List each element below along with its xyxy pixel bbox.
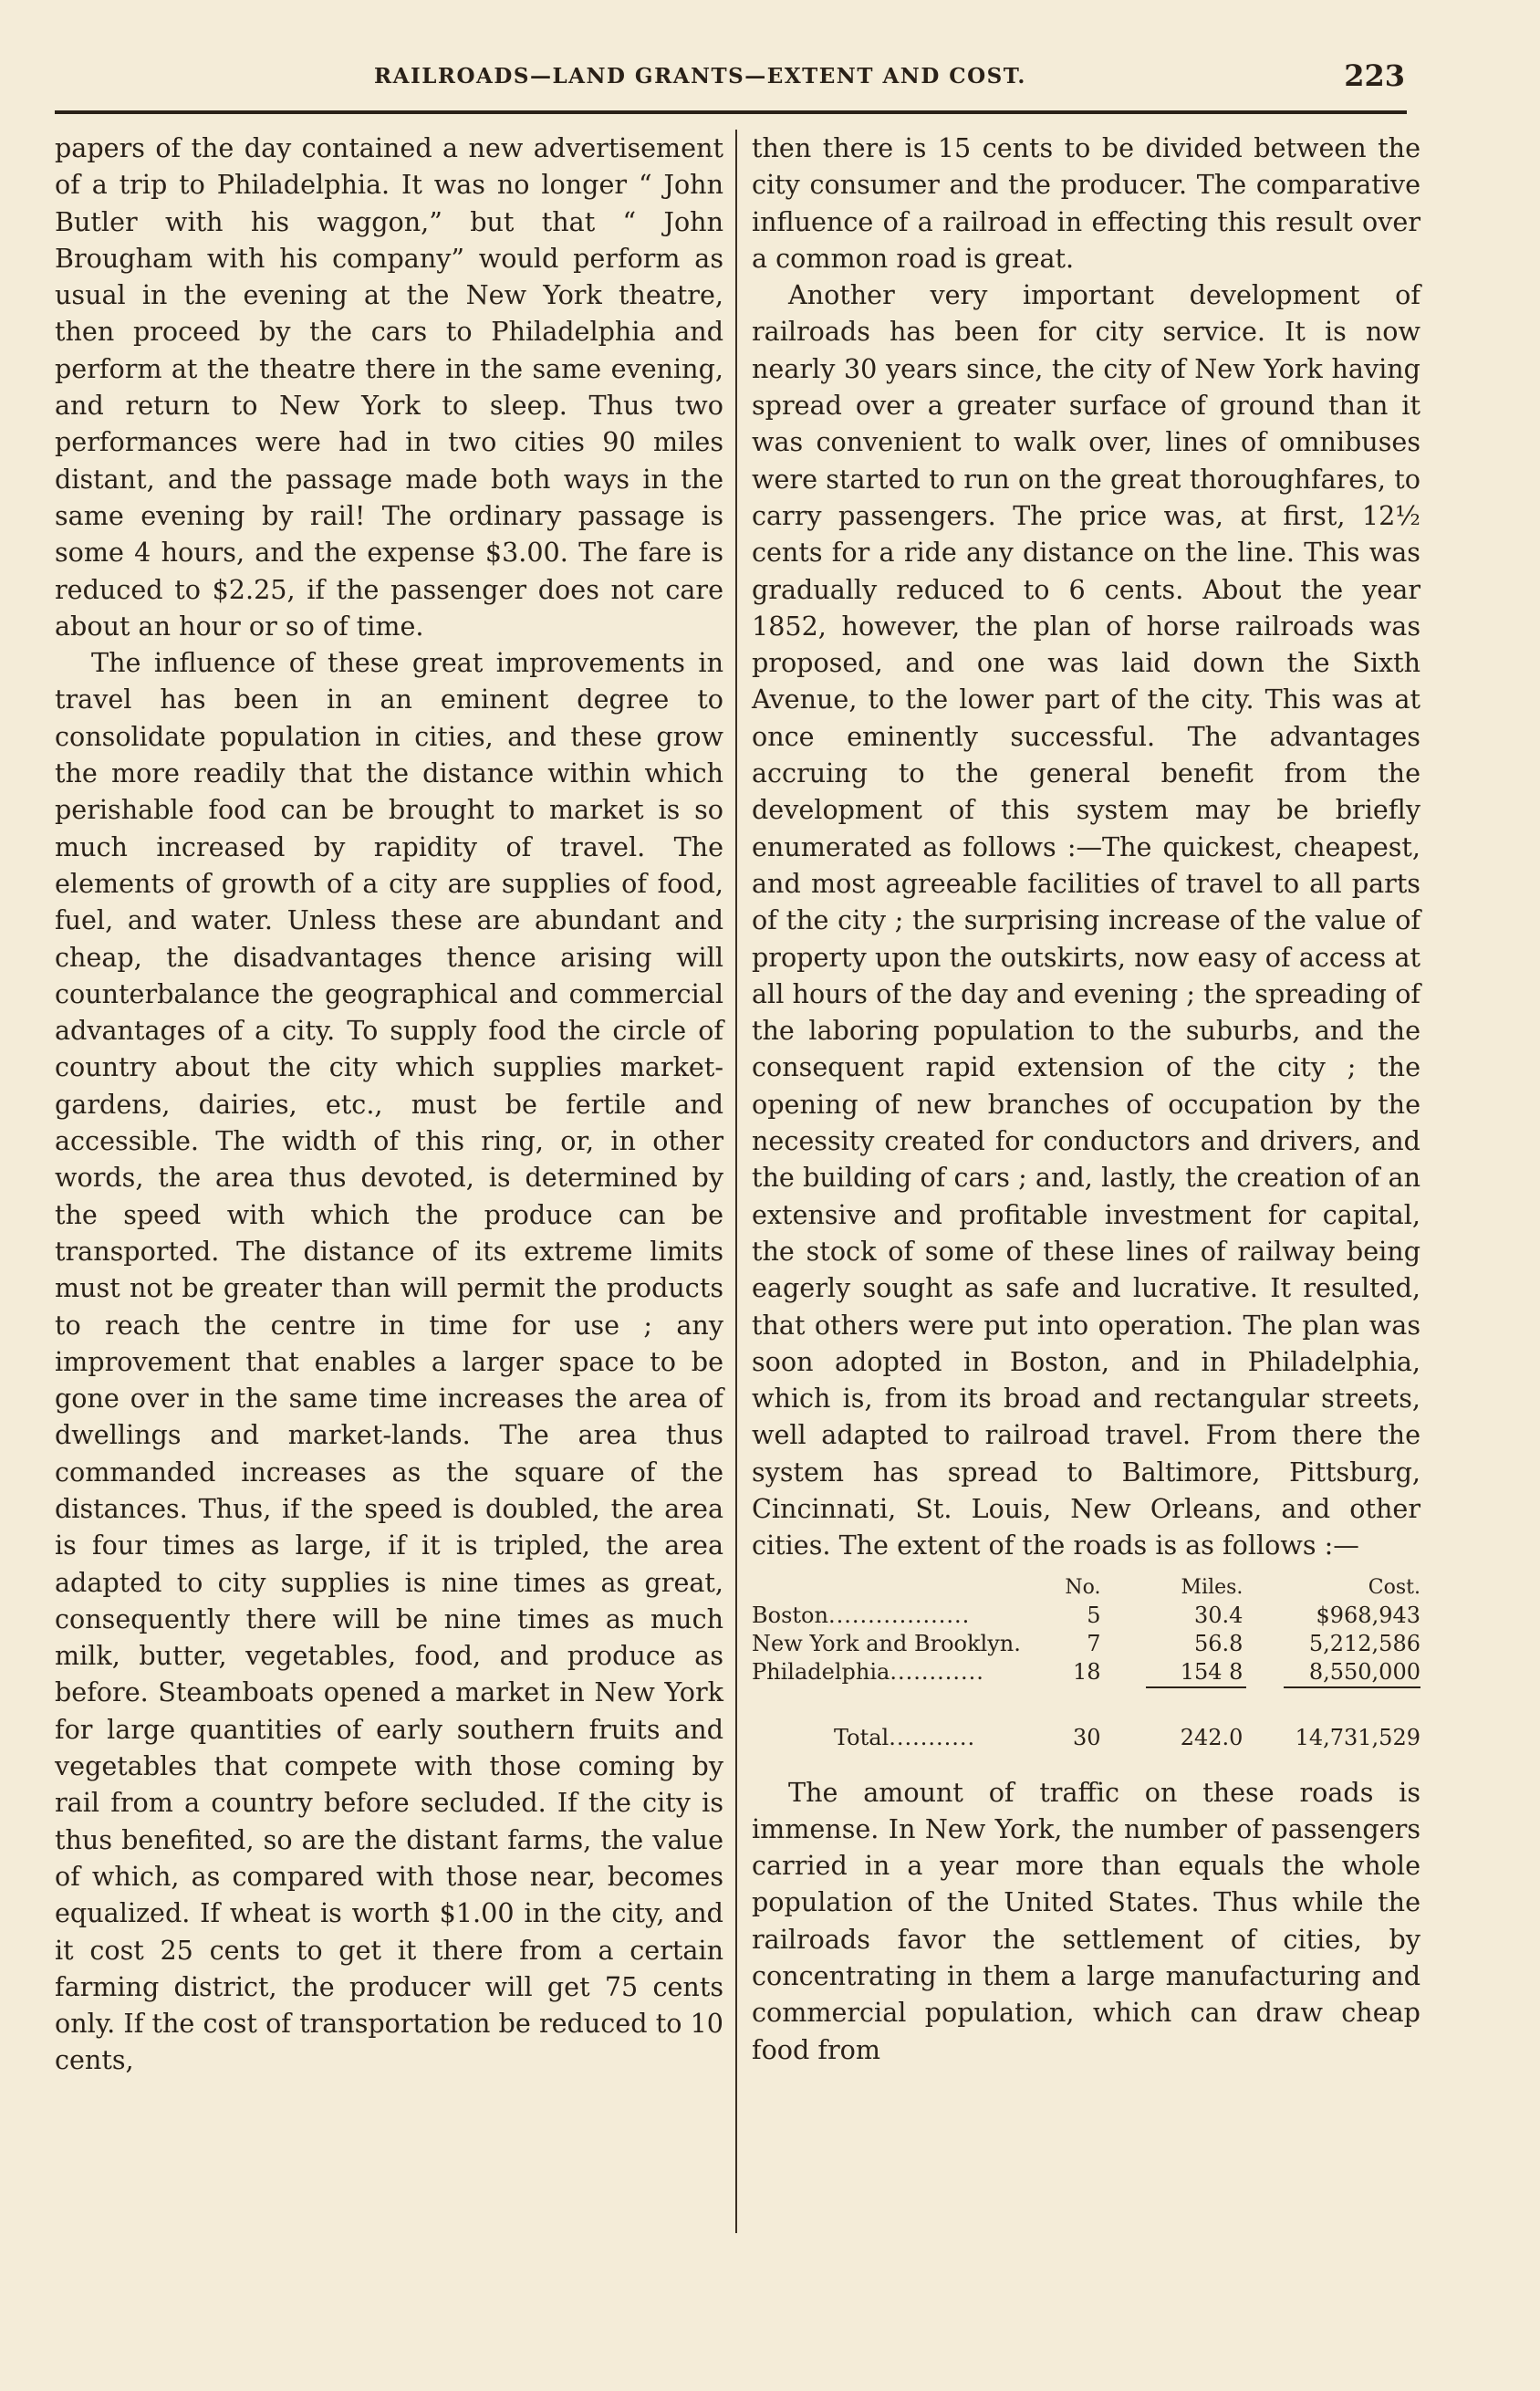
row-name: Philadelphia — [752, 1658, 890, 1685]
table-header-row — [752, 1573, 1420, 1602]
row-cost: $968,943 — [1316, 1602, 1420, 1628]
paragraph: Another very important development of railroads has been for city service. It is now nearly 30 years since, the city of New York having spread over a greater surface of ground than it was convenient to walk over, lines of omnibuses were started to run on the great thoroughfares, to carry passengers. The price was, at first, 12½ cents for a ride any distance on the line. This was gradually reduced to 6 cents. About the year 1852, however, the plan of horse railroads was proposed, and one was laid down the Sixth Avenue, to the lower part of the city. This was at once eminently successful. The advantages accruing to the general benefit from the development of this system may be briefly enumerated as follows :—The quickest, cheapest, and most agreeable facilities of travel to all parts of the city ; the surprising increase of the value of property upon the outskirts, now easy of access at all hours of the day and evening ; the spreading of the laboring population to the suburbs, and the consequent rapid extension of the city ; the opening of new branches of occupation by the necessity created for conductors and drivers, and the building of cars ; and, lastly, the creation of an extensive and profitable investment for capital, the stock of some of these lines of railway being eagerly sought as safe and lucrative. It resulted, that others were put into operation. The plan was soon adopted in Boston, and in Philadelphia, which is, from its broad and rectangular streets, well adapted to railroad travel. From there the system has spread to Baltimore, Pittsburg, Cincinnati, St. Louis, New Orleans, and other cities. The extent of the roads is as follows :— — [752, 279, 1420, 1561]
table-total-row — [752, 1715, 1420, 1752]
paragraph: The amount of traffic on these roads is immense. In New York, the number of passengers carried in a year more than equals the whole population of the United States. Thus while the railroads favor the settlement of cities, by concentrating in them a large manufacturing and commercial population, which can draw cheap food from — [752, 1776, 1420, 2065]
total-label: Total — [834, 1724, 890, 1750]
row-leader-dots: ........... — [889, 1724, 976, 1750]
row-cost: 5,212,586 — [1308, 1630, 1420, 1656]
paragraph: papers of the day contained a new advertisement of a trip to Philadelphia. It was no longer “ John Butler with his waggon,” but that “ John Brougham with his company” would perform as usual in the evening at the New York theatre, then proceed by the cars to Philadelphia and perform at the theatre there in the same evening, and return to New York to sleep. Thus two performances were had in two cities 90 miles distant, and the passage made both ways in the same evening by rail! The ordinary passage is some 4 hours, and the expense $3.00. The fare is reduced to $2.25, if the passenger does not care about an hour or so of time. — [55, 132, 723, 642]
total-miles: 242.0 — [1180, 1724, 1243, 1750]
row-name: Boston — [752, 1602, 828, 1628]
table-row — [752, 1602, 1420, 1630]
paragraph: The influence of these great improvements in travel has been in an eminent degree to consolidate population in cities, and these grow the more readily that the distance within which perishable food can be brought to market is so much increased by rapidity of travel. The elements of growth of a city are supplies of food, fuel, and water. Unless these are abundant and cheap, the disadvantages thence arising will counterbalance the geographical and commercial advantages of a city. To supply food the circle of country about the city which supplies market-gardens, dairies, etc., must be fertile and accessible. The width of this ring, or, in other words, the area thus devoted, is determined by the speed with which the produce can be transported. The distance of its extreme limits must not be greater than will permit the products to reach the centre in time for use ; any improvement that enables a larger space to be gone over in the same time increases the area of dwellings and market-lands. The area thus commanded increases as the square of the distances. Thus, if the speed is doubled, the area is four times as large, if it is tripled, the area adapted to city supplies is nine times as great, consequently there will be nine times as much milk, butter, vegetables, food, and produce as before. Steamboats opened a market in New York for large quantities of early southern fruits and vegetables that compete with those coming by rail from a country before secluded. If the city is thus benefited, so are the distant farms, the value of which, as compared with those near, becomes equalized. If wheat is worth $1.00 in the city, and it cost 25 cents to get it there from a certain farming district, the producer will get 75 cents only. If the cost of transportation be reduced to 10 cents, — [55, 647, 723, 2076]
page-number: 223 — [1344, 58, 1405, 93]
table-row — [752, 1630, 1420, 1658]
sum-rule-row — [752, 1686, 1420, 1715]
row-no: 7 — [1087, 1630, 1101, 1656]
total-cost: 14,731,529 — [1295, 1724, 1420, 1750]
roads-extent-table — [752, 1573, 1420, 1752]
row-name: New York and Brooklyn. — [752, 1630, 1021, 1656]
row-no: 18 — [1072, 1658, 1101, 1685]
row-miles: 30.4 — [1193, 1602, 1243, 1628]
header-no: No. — [1065, 1575, 1101, 1599]
left-column — [55, 130, 723, 2079]
sum-rule — [1146, 1686, 1246, 1688]
page-header — [55, 58, 1405, 113]
right-column — [752, 130, 1420, 2068]
header-rule — [55, 110, 1407, 114]
row-leader-dots: .................. — [827, 1602, 971, 1628]
header-miles: Miles. — [1181, 1575, 1243, 1599]
column-separator — [735, 130, 737, 2233]
row-miles: 56.8 — [1193, 1630, 1243, 1656]
row-miles: 154 8 — [1180, 1658, 1243, 1685]
header-cost: Cost. — [1368, 1575, 1420, 1599]
row-no: 5 — [1087, 1602, 1101, 1628]
table-row — [752, 1658, 1420, 1686]
running-title: RAILROADS—LAND GRANTS—EXTENT AND COST. — [374, 64, 1026, 89]
row-leader-dots: ............ — [890, 1658, 984, 1685]
paragraph: then there is 15 cents to be divided between the city consumer and the producer. The comparative influence of a railroad in effecting this result over a common road is great. — [752, 132, 1420, 274]
row-cost: 8,550,000 — [1308, 1658, 1420, 1685]
sum-rule — [1284, 1686, 1420, 1688]
total-no: 30 — [1072, 1724, 1101, 1750]
